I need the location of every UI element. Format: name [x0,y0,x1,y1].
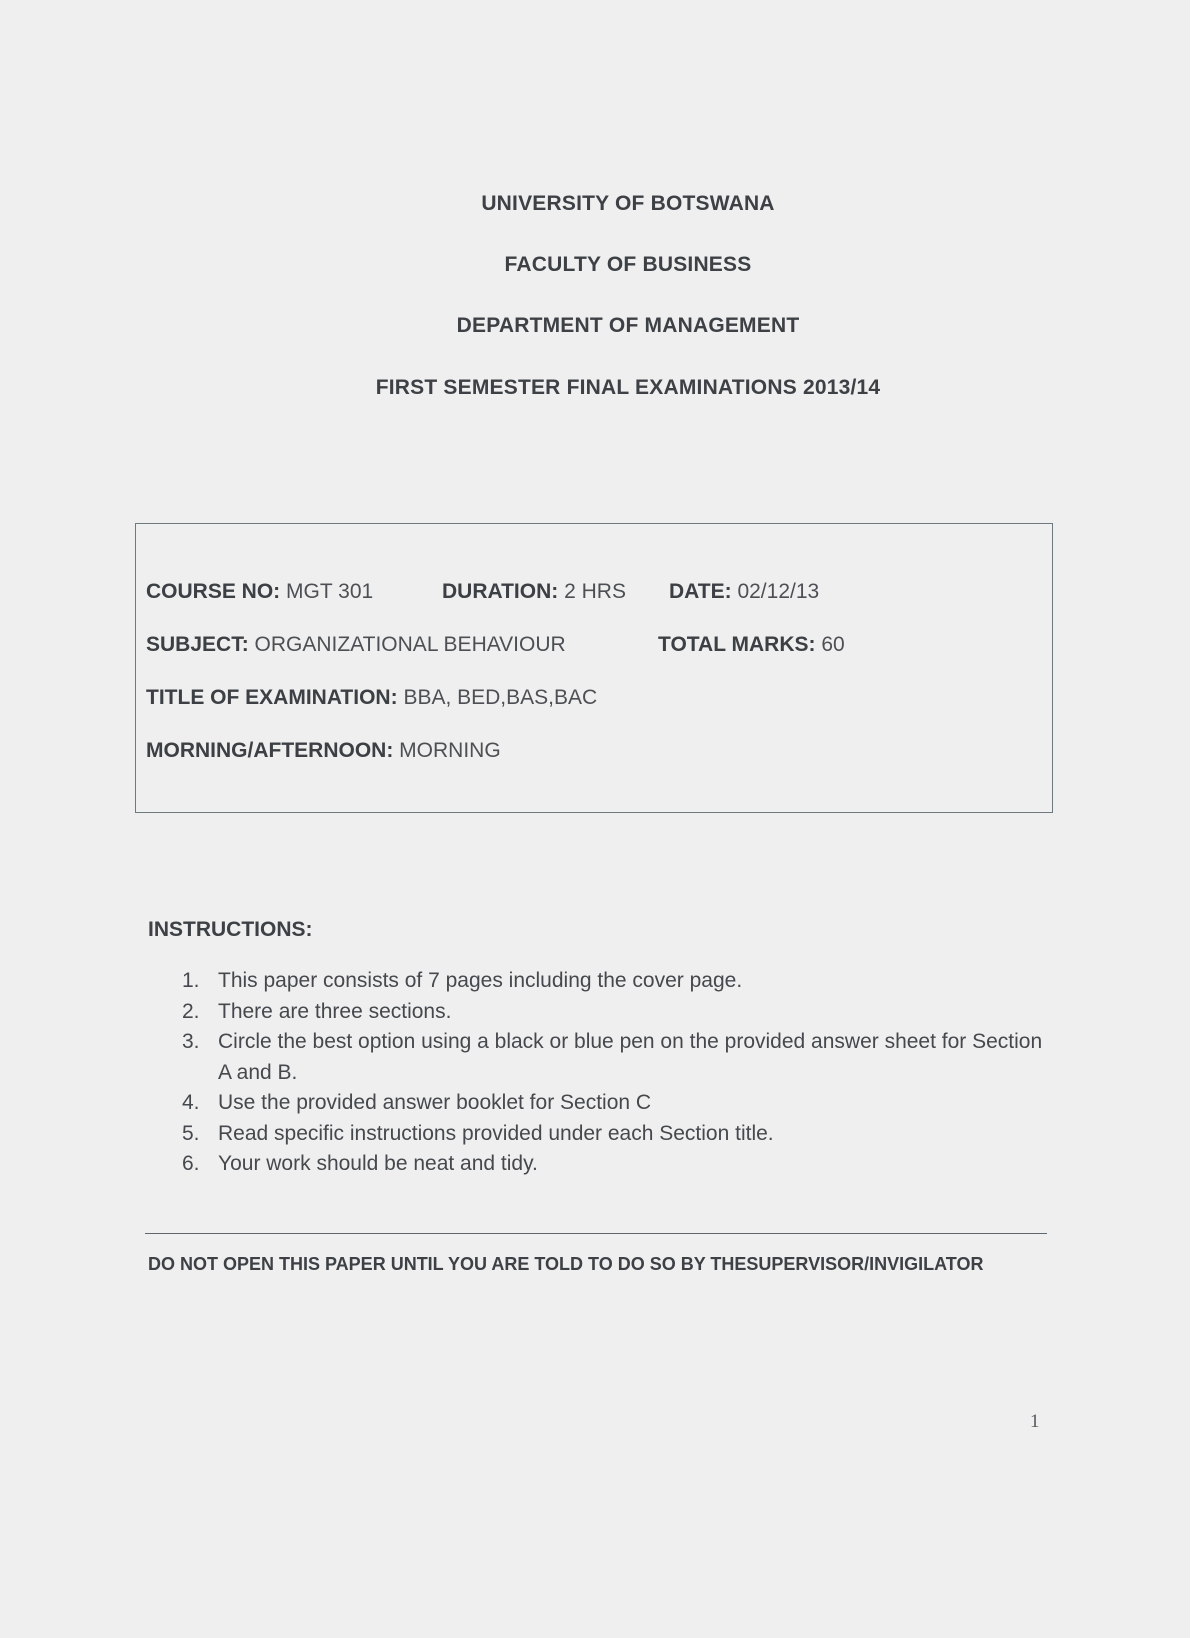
course-no-label: COURSE NO: [146,580,281,603]
course-no-field [146,580,373,604]
date-label: DATE: [669,580,732,603]
page-number: 1 [1030,1411,1040,1432]
instruction-item [178,1149,1058,1180]
subject-label: SUBJECT: [146,633,249,656]
exam-title-value: BBA, BED,BAS,BAC [403,686,598,709]
instruction-text: Your work should be neat and tidy. [218,1152,538,1175]
university-name: UNIVERSITY OF BOTSWANA [481,192,775,215]
date-value: 02/12/13 [737,580,820,603]
exam-details-box [135,523,1053,813]
instruction-item [178,1088,1058,1119]
instruction-number: 6. [182,1152,200,1175]
instruction-item [178,966,1058,997]
total-marks-value: 60 [821,633,845,656]
duration-value: 2 HRS [564,580,626,603]
instruction-text: Circle the best option using a black or blue pen on the provided answer sheet for Section A and B. [218,1030,1043,1084]
department-name: DEPARTMENT OF MANAGEMENT [456,314,800,337]
instructions-heading: INSTRUCTIONS: [148,918,313,941]
subject-value: ORGANIZATIONAL BEHAVIOUR [254,633,566,656]
course-no-value: MGT 301 [286,580,374,603]
instruction-number: 5. [182,1121,200,1145]
instruction-number: 2. [182,999,200,1023]
faculty-name: FACULTY OF BUSINESS [504,253,752,276]
page-margin [1190,0,1200,1638]
total-marks-field [658,633,845,657]
morning-afternoon-value: MORNING [399,739,501,762]
subject-field [146,633,566,657]
instruction-number: 3. [182,1030,200,1053]
instruction-item [178,997,1058,1028]
exam-title-label: TITLE OF EXAMINATION: [146,686,398,709]
instruction-item [178,1119,1058,1150]
instruction-number: 4. [182,1091,200,1114]
instruction-text: This paper consists of 7 pages including the cover page. [218,969,743,992]
do-not-open-warning: DO NOT OPEN THIS PAPER UNTIL YOU ARE TOLD TO DO SO BY THESUPERVISOR/INVIGILATOR [148,1254,984,1274]
instruction-item [178,1027,1058,1088]
instruction-text: There are three sections. [218,999,452,1023]
instruction-text: Use the provided answer booklet for Section C [218,1091,652,1114]
exam-session-title: FIRST SEMESTER FINAL EXAMINATIONS 2013/14 [375,376,881,399]
footer-divider [145,1233,1047,1234]
total-marks-label: TOTAL MARKS: [658,633,816,656]
exam-title-field [146,686,597,710]
instruction-number: 1. [182,969,200,992]
morning-afternoon-label: MORNING/AFTERNOON: [146,739,394,762]
instruction-text: Read specific instructions provided under each Section title. [218,1121,774,1145]
morning-afternoon-field [146,739,501,763]
date-field [669,580,819,604]
duration-label: DURATION: [442,580,559,603]
duration-field [442,580,626,604]
instructions-list [178,966,1058,1180]
